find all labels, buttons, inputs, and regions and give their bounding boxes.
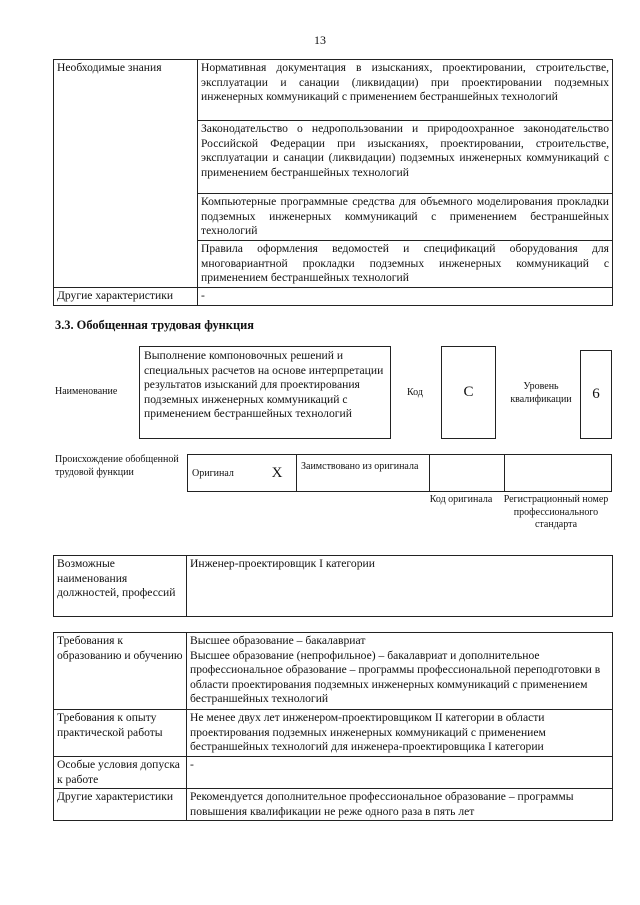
code-value-box: C [441, 346, 496, 439]
table-row [54, 556, 613, 617]
reg-number-cell [505, 455, 612, 492]
other-label: Другие характеристики [54, 789, 187, 821]
knowledge-item: Законодательство о недропользовании и природоохранное законодательство Российской Федерации при изысканиях, проектировании, строительстве, эксплуатации и санации (ликвидации) подземных инженерных коммуникаций с применением бестраншейных технологий [198, 121, 613, 194]
level-value-box: 6 [580, 350, 612, 439]
positions-label: Возможные наименования должностей, профессий [54, 556, 187, 617]
experience-label: Требования к опыту практической работы [54, 710, 187, 757]
knowledge-table [53, 59, 613, 306]
experience-value: Не менее двух лет инженером-проектировщиком II категории в области проектирования подземных инженерных коммуникаций с применением бестраншейных технологий для инженера-проектировщика I категории [187, 710, 613, 757]
requirements-table [53, 632, 613, 821]
table-row [54, 710, 613, 757]
origin-label: Происхождение обобщенной трудовой функции [55, 454, 179, 478]
borrowed-label: Заимствовано из оригинала [297, 455, 430, 492]
code-label: Код [407, 387, 423, 398]
table-row [54, 633, 613, 710]
table-row [54, 288, 613, 306]
other-characteristics-value: - [198, 288, 613, 306]
function-name-box: Выполнение компоновочных решений и специальных расчетов на основе интерпретации результатов изысканий для проектирования подземных инженерных коммуникаций с применением бестраншейных технологий [139, 346, 391, 439]
education-value [187, 633, 613, 710]
admission-label: Особые условия допуска к работе [54, 757, 187, 789]
table-row [54, 757, 613, 789]
level-label: Уровень квалификации [510, 381, 572, 405]
positions-table [53, 555, 613, 617]
knowledge-item: Нормативная документация в изысканиях, проектировании, строительстве, эксплуатации и санации (ликвидации) при проектировании подземных инженерных коммуникаций с применением бестраншейных технологий [198, 60, 613, 121]
other-value: Рекомендуется дополнительное профессиональное образование – программы повышения квалификации не реже одного раза в пять лет [187, 789, 613, 821]
knowledge-item: Правила оформления ведомостей и спецификаций оборудования для многовариантной прокладки подземных инженерных коммуникаций с применением бестраншейных технологий [198, 241, 613, 288]
table-row [54, 60, 613, 121]
reg-number-caption: Регистрационный номер профессионального стандарта [503, 494, 609, 531]
education-line: Высшее образование (непрофильное) – бакалавриат и дополнительное профессиональное образование – программы профессиональной переподготовки в области проектирования подземных инженерных коммуникаций с применением бестраншейных технологий [190, 648, 601, 706]
name-label: Наименование [55, 386, 118, 397]
code-original-cell [430, 455, 505, 492]
knowledge-label: Необходимые знания [54, 60, 198, 288]
code-original-caption: Код оригинала [429, 494, 493, 505]
original-mark: X [258, 455, 297, 492]
admission-value: - [187, 757, 613, 789]
positions-value: Инженер-проектировщик I категории [187, 556, 613, 617]
education-line: Высшее образование – бакалавриат [190, 634, 366, 647]
table-row [54, 789, 613, 821]
page-number: 13 [314, 33, 326, 47]
original-label: Оригинал [188, 455, 259, 492]
origin-table [187, 454, 612, 492]
table-row [188, 455, 612, 492]
other-characteristics-label: Другие характеристики [54, 288, 198, 306]
education-label: Требования к образованию и обучению [54, 633, 187, 710]
section-title: 3.3. Обобщенная трудовая функция [55, 318, 254, 332]
knowledge-item: Компьютерные программные средства для объемного моделирования прокладки подземных инженерных коммуникаций с применением бестраншейных технологий [198, 194, 613, 241]
